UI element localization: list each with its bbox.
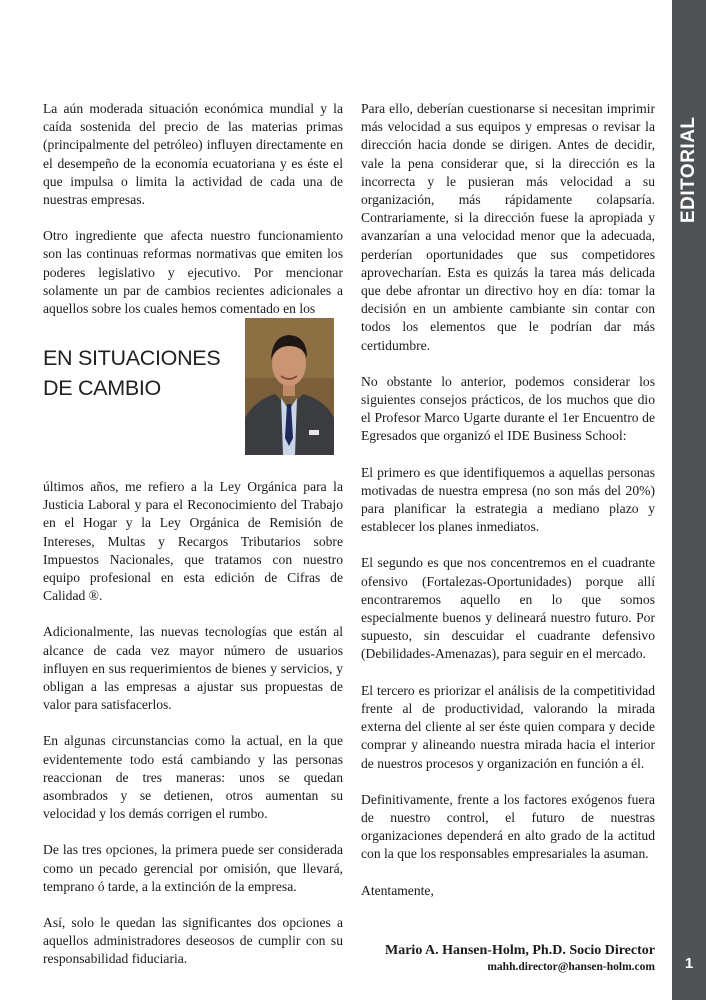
paragraph: El primero es que identifiquemos a aquellas personas motivadas de nuestra empresa (no son más del 20%) para planificar la estrategia a mediano plazo y establecer los planes inmediatos. xyxy=(361,464,655,535)
section-label: EDITORIAL xyxy=(678,116,699,224)
signature-name: Mario A. Hansen-Holm, Ph.D. Socio Director xyxy=(385,943,655,958)
author-portrait xyxy=(245,318,334,455)
paragraph: No obstante lo anterior, podemos considerar los siguientes consejos prácticos, de los muchos que dio el Profesor Marco Ugarte durante el 1er Encuentro de Egresados que organizó el IDE Business School: xyxy=(361,373,655,444)
left-column-top xyxy=(43,100,343,336)
paragraph: últimos años, me refiero a la Ley Orgánica para la Justicia Laboral y para el Reconocimiento del Trabajo en el Hogar y la Ley Orgánica de Remisión de Intereses, Multas y Recargos Tributarios sobre Impuestos Nacionales, que tratamos con nuestro equipo profesional en esta edición de Cifras de Calidad ®. xyxy=(43,479,343,604)
paragraph: Definitivamente, frente a los factores exógenos fuera de nuestro control, el futuro de nuestras organizaciones dependerá en alto grado de la actitud con la que los responsables empresariales la asuman. xyxy=(361,791,655,862)
page-number: 1 xyxy=(684,955,694,972)
paragraph: Así, solo le quedan las significantes dos opciones a aquellos administradores deseosos de cumplir con su responsabilidad fiduciaria. xyxy=(43,915,343,967)
title-line-1: EN SITUACIONES xyxy=(43,346,221,370)
left-column-bottom xyxy=(43,478,343,987)
article-title xyxy=(43,343,243,403)
paragraph: La aún moderada situación económica mundial y la caída sostenida del precio de las materias primas (principalmente del petróleo) influyen directamente en el desempeño de la economía ecuatoriana y es éste el que impulsa o limita la actividad de cada una de nuestras empresas. xyxy=(43,101,343,208)
closing: Atentamente, xyxy=(361,882,434,898)
title-line-2: DE CAMBIO xyxy=(43,376,161,400)
paragraph: El tercero es priorizar el análisis de la competitividad frente al de productividad, valorando la mirada externa del cliente al ser éste quien compara y decide comprar y alineando nuestra mirada hacia el interior de nuestros procesos y organización en función a él. xyxy=(361,682,655,771)
paragraph: Adicionalmente, las nuevas tecnologías que están al alcance de cada vez mayor número de usuarios influyen en sus requerimientos de bienes y servicios, y obligan a las empresas a ajustar sus propuestas de valor para satisfacerlos. xyxy=(43,624,343,713)
paragraph: En algunas circunstancias como la actual, en la que evidentemente todo está cambiando y las personas reaccionan de tres maneras: unos se quedan asombrados y se detienen, otros aumentan su velocidad y los demás corrigen el rumbo. xyxy=(43,733,343,822)
signature-block xyxy=(361,942,655,975)
paragraph: Para ello, deberían cuestionarse si necesitan imprimir más velocidad a sus equipos y empresas o revisar la dirección hacia donde se dirigen. Antes de decidir, vale la pena considerar que, si la dirección es la incorrecta y le pusieran más velocidad a su organización, más rápidamente colapsaría. Contrariamente, si la dirección fuese la apropiada y avanzarían a una velocidad menor que la adecuada, perderían oportunidades que sus competidores aprovecharían. Esta es quizás la tarea más delicada que debe afrontar un directivo hoy en día: tomar la decisión en un ambiente cambiante sin contar con todos los elementos que le podrían dar más certidumbre. xyxy=(361,101,655,353)
paragraph: De las tres opciones, la primera puede ser considerada como un pecado gerencial por omisión, que llevará, temprano ó tarde, a la extinción de la empresa. xyxy=(43,842,343,894)
portrait-photo-icon xyxy=(245,318,334,455)
paragraph: El segundo es que nos concentremos en el cuadrante ofensivo (Fortalezas-Oportunidades) porque allí encontraremos aquello en lo que somos especialmente buenos y delineará nuestro futuro. Por supuesto, sin descuidar el cuadrante defensivo (Debilidades-Amenazas), para seguir en el mercado. xyxy=(361,555,655,662)
signature-email[interactable]: mahh.director@hansen-holm.com xyxy=(487,961,655,973)
right-column xyxy=(361,100,655,918)
paragraph: Otro ingrediente que afecta nuestro funcionamiento son las continuas reformas normativas que emiten los poderes legislativo y ejecutivo. Por mencionar solamente un par de cambios recientes adicionales a aquellos sobre los cuales hemos comentado en los xyxy=(43,228,343,317)
